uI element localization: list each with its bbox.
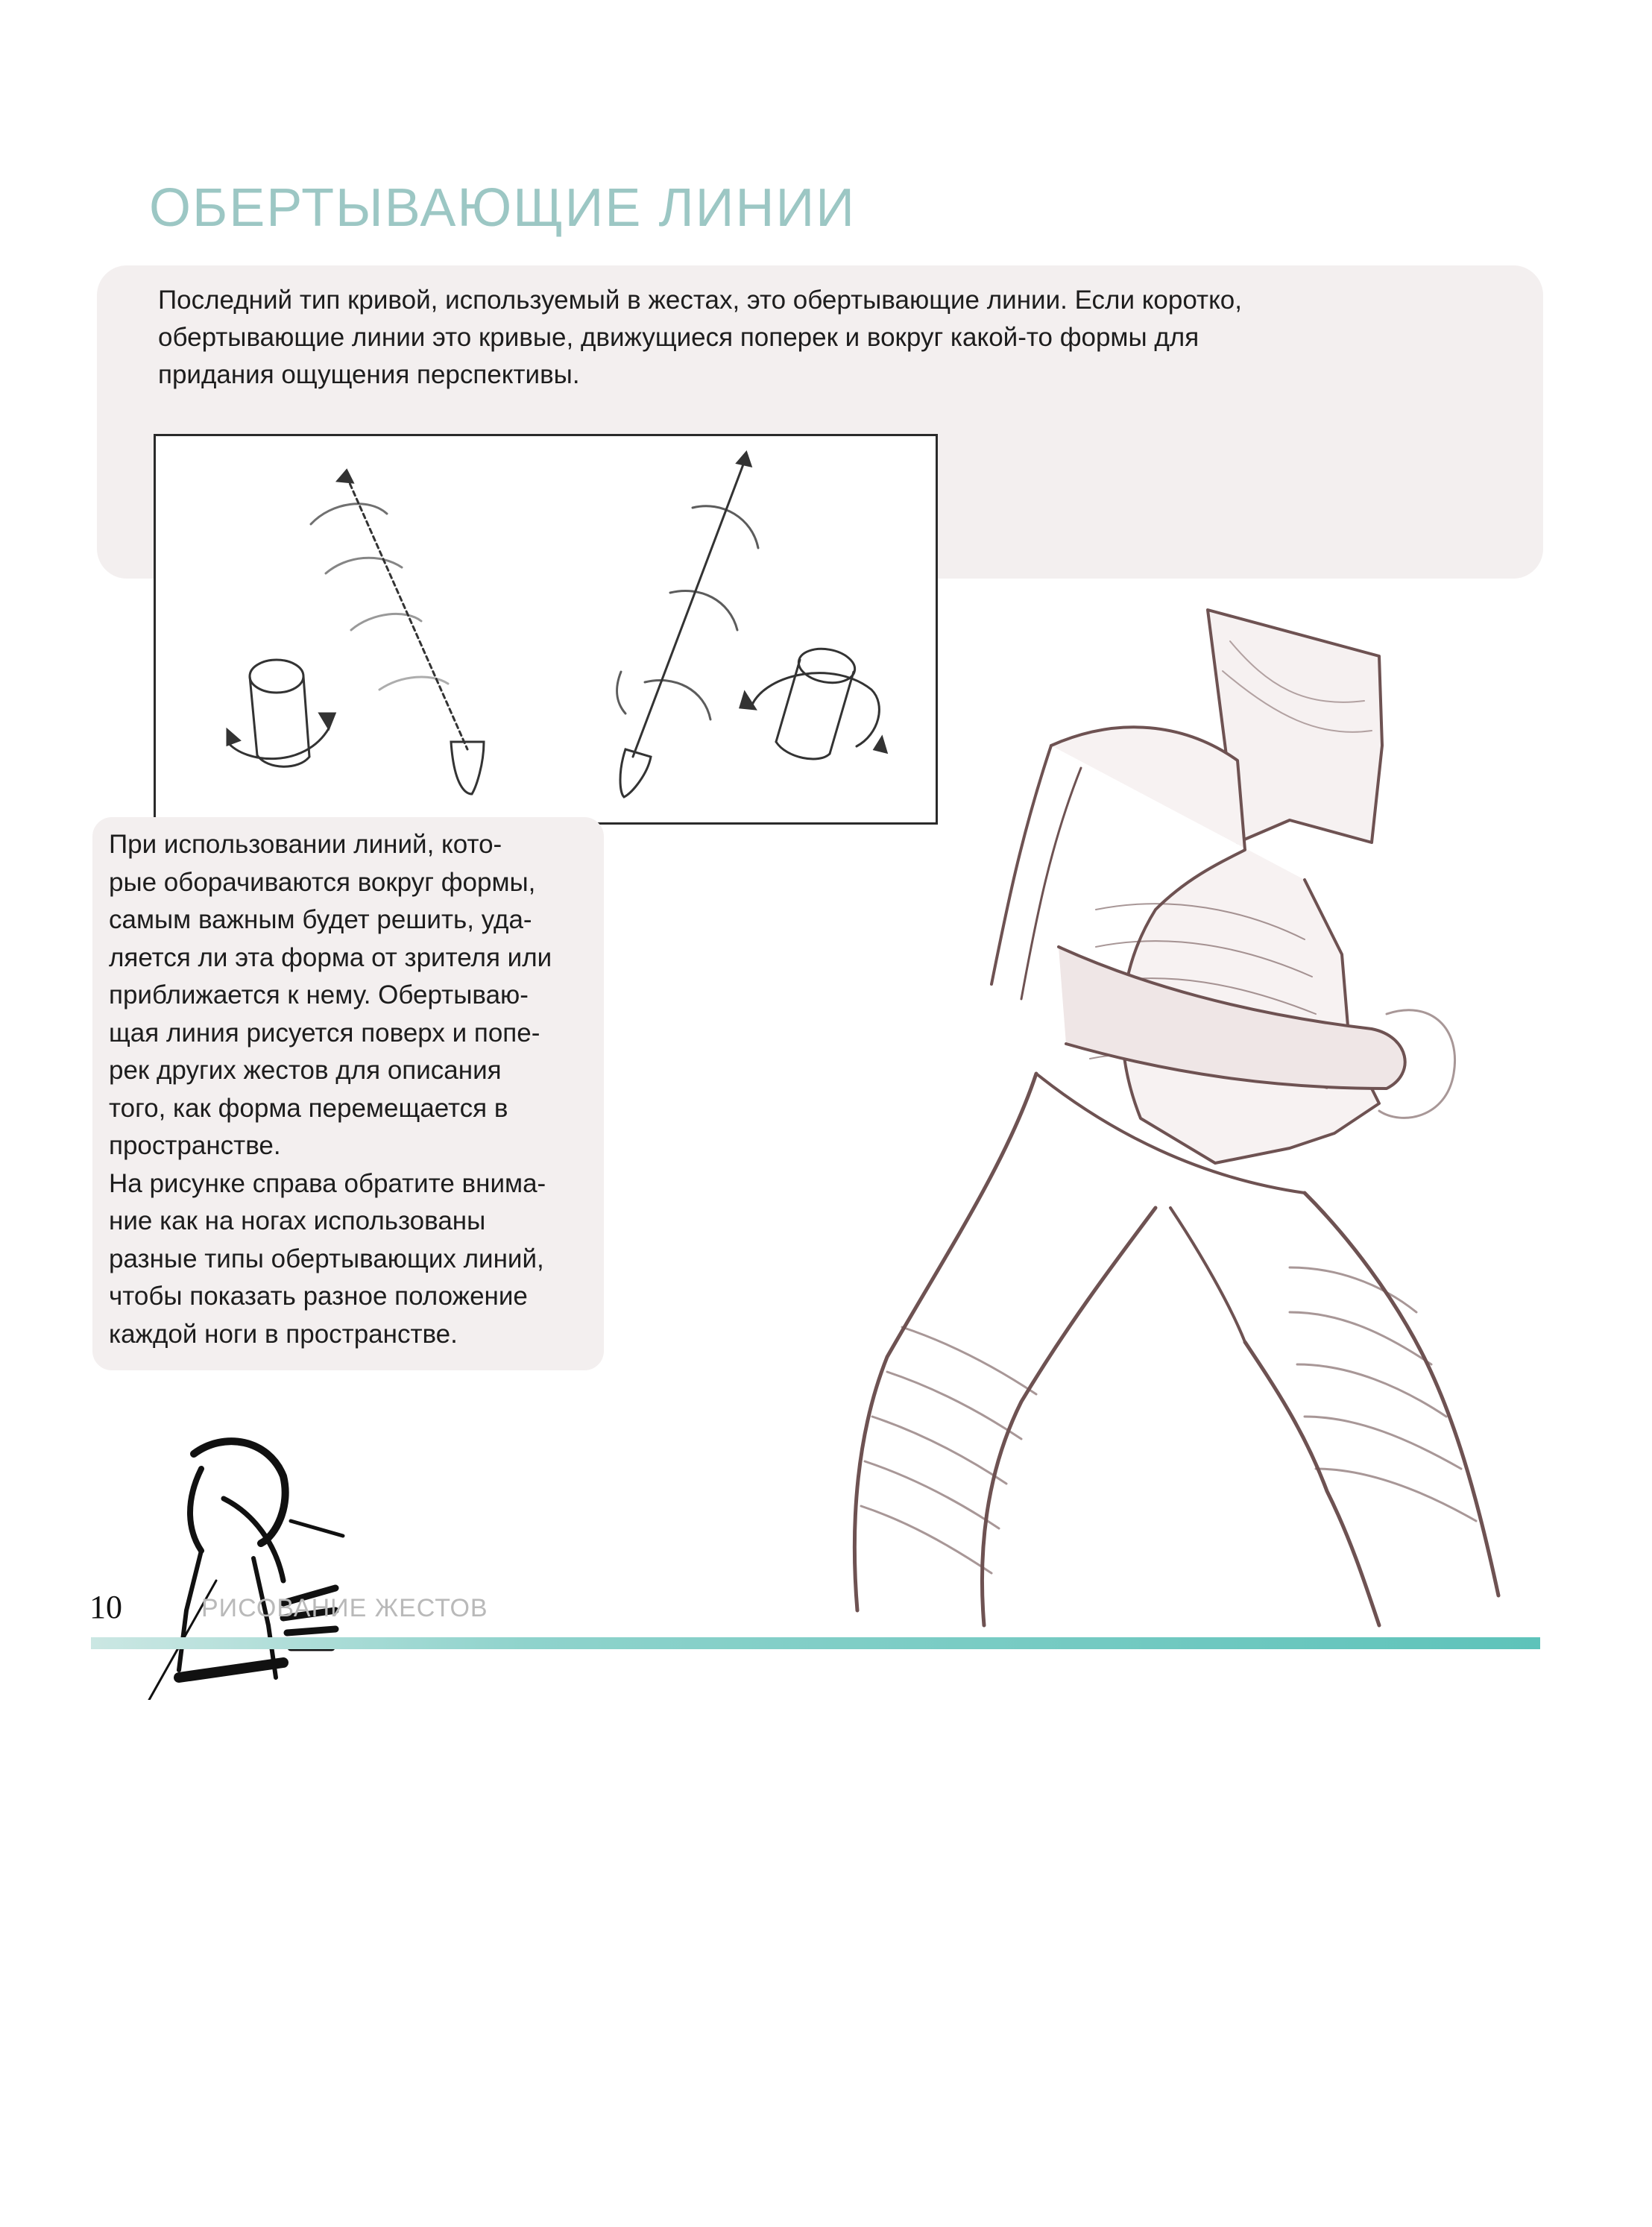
small-figure-sketch-illustration <box>104 1431 447 1700</box>
footer-accent-bar <box>91 1637 1540 1649</box>
page-number: 10 <box>89 1589 122 1625</box>
body-paragraph: При использовании линий, кото- рые оборачиваются вокруг формы, самым важным будет решить, уда- ляется ли эта форма от зрителя или приближается к нему. Обертываю- щая линия рисуется поверх и попе- рек других жестов для описания того, как форма перемещается в пространстве. На рисунке справа обратите внима- ние как на ногах использованы разные типы обертывающих линий, чтобы показать разное положение каждой ноги в пространстве. <box>109 830 552 1349</box>
wrap-lines-diagram-drawing <box>156 436 936 822</box>
wrap-lines-diagram <box>154 434 938 825</box>
intro-paragraph: Последний тип кривой, используемый в жестах, это обертывающие линии. Если коротко, обертывающие линии это кривые, движущиеся поперек и вокруг какой-то формы для придания ощущения перспективы. <box>158 286 1242 389</box>
running-section-title: РИСОВАНИЕ ЖЕСТОВ <box>201 1594 488 1622</box>
page-title: ОБЕРТЫВАЮЩИЕ ЛИНИИ <box>149 178 856 238</box>
